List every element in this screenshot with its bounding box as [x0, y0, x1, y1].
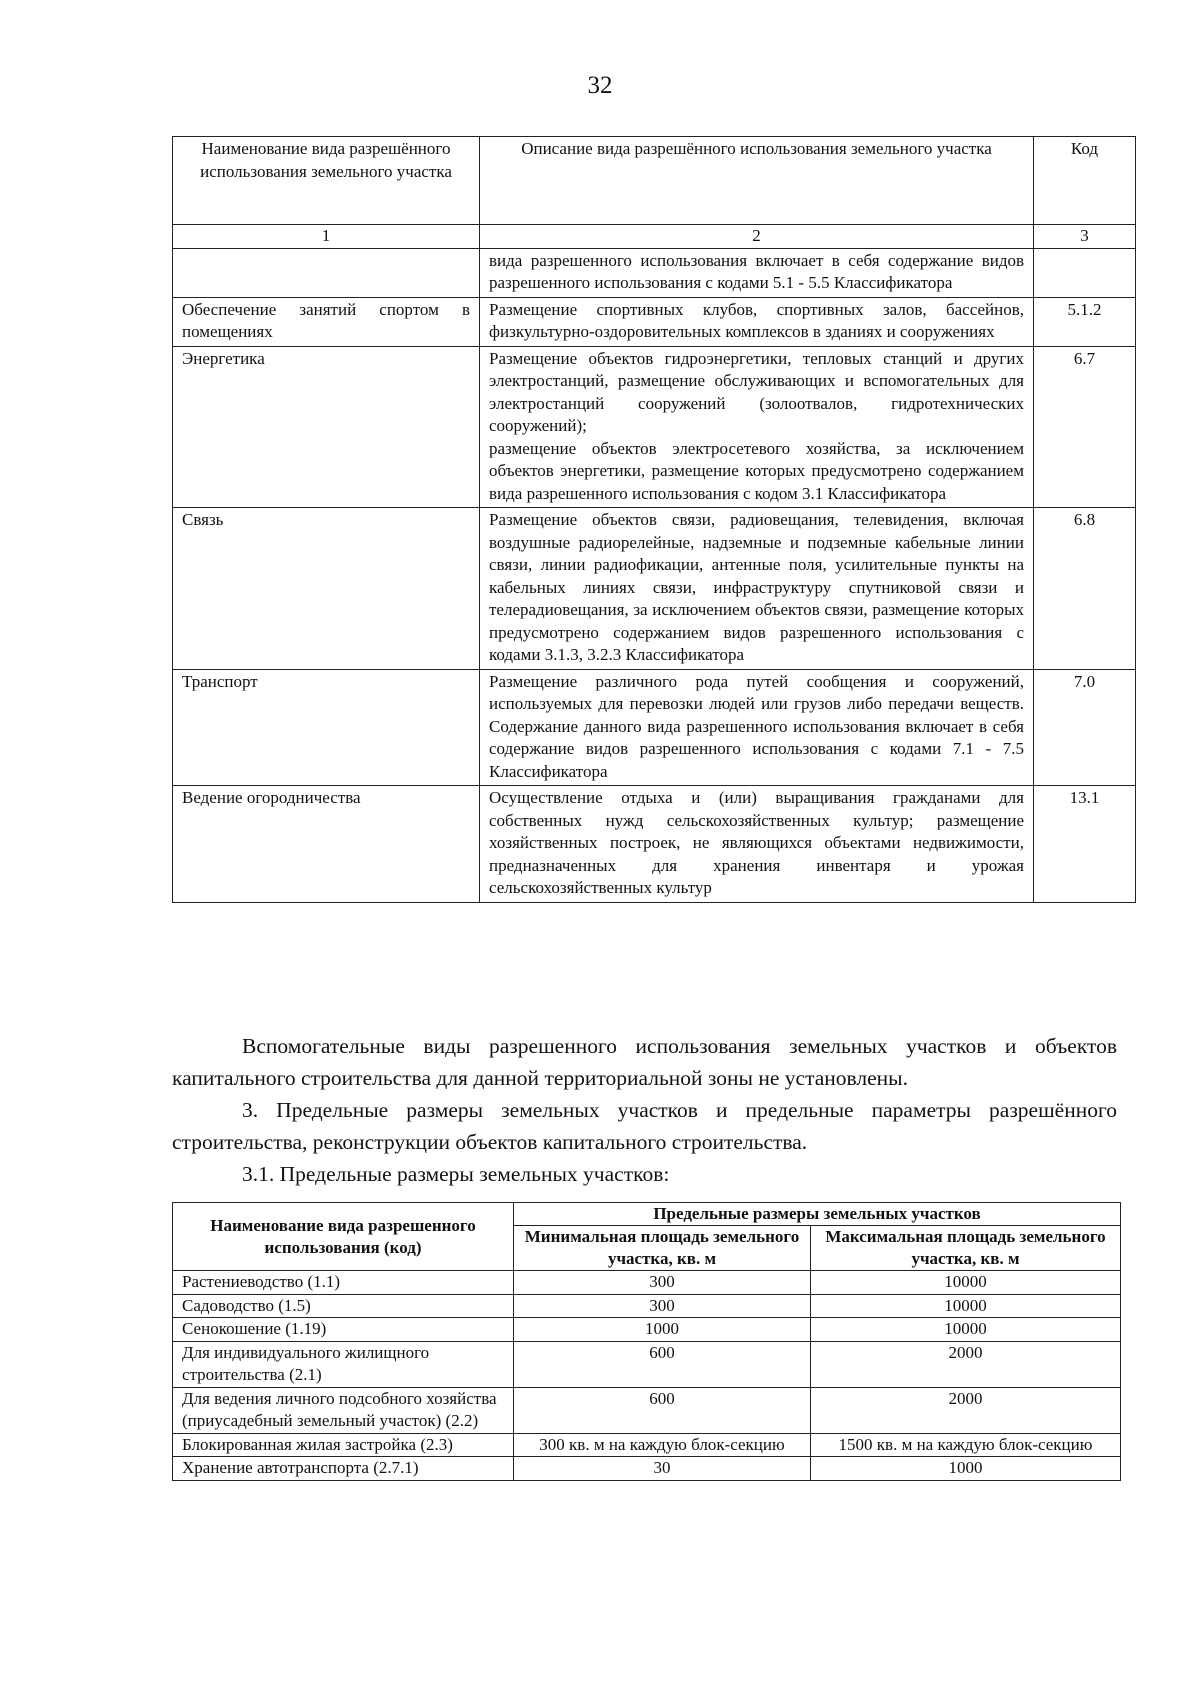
- max-area: 10000: [811, 1294, 1121, 1318]
- use-name: Связь: [173, 508, 480, 670]
- max-area: 2000: [811, 1341, 1121, 1387]
- column-number-row: [173, 225, 1136, 249]
- max-area: 1500 кв. м на каждую блок-секцию: [811, 1433, 1121, 1457]
- max-area: 1000: [811, 1457, 1121, 1481]
- use-name: Транспорт: [173, 669, 480, 786]
- use-description: Размещение спортивных клубов, спортивных залов, бассейнов, физкультурно-оздоровительных комплексов в зданиях и сооружениях: [480, 297, 1034, 346]
- header-max-area: Максимальная площадь земельного участка, кв. м: [811, 1226, 1121, 1271]
- use-description: Размещение различного рода путей сообщения и сооружений, используемых для перевозки людей или грузов либо передачи веществ. Содержание данного вида разрешенного использования включает в себя содержание видов разрешенного использования с кодами 7.1 - 7.5 Классификатора: [480, 669, 1034, 786]
- use-name: Садоводство (1.5): [173, 1294, 514, 1318]
- plot-size-limits-table: [172, 1202, 1121, 1481]
- use-description: Размещение объектов связи, радиовещания, телевидения, включая воздушные радиорелейные, надземные и подземные кабельные линии связи, линии радиофикации, антенные поля, усилительные пункты на кабельных линиях связи, инфраструктуру спутниковой связи и телерадиовещания, за исключением объектов связи, размещение которых предусмотрено содержанием видов разрешенного использования с кодами 3.1.3, 3.2.3 Классификатора: [480, 508, 1034, 670]
- use-code: 6.8: [1034, 508, 1136, 670]
- paragraph-text: Вспомогательные виды разрешенного использования земельных участков и объектов капитального строительства для данной территориальной зоны не установлены.: [172, 1034, 1117, 1090]
- table-row: [173, 1457, 1121, 1481]
- max-area: 2000: [811, 1387, 1121, 1433]
- use-code: 13.1: [1034, 786, 1136, 903]
- use-name: Растениеводство (1.1): [173, 1271, 514, 1295]
- use-name: Блокированная жилая застройка (2.3): [173, 1433, 514, 1457]
- paragraph-text: 3.1. Предельные размеры земельных участков:: [242, 1162, 670, 1186]
- table-row: [173, 1318, 1121, 1342]
- use-name: Обеспечение занятий спортом в помещениях: [173, 297, 480, 346]
- min-area: 1000: [514, 1318, 811, 1342]
- paragraph-text: 3. Предельные размеры земельных участков и предельные параметры разрешённого строительства, реконструкции объектов капитального строительства.: [172, 1098, 1117, 1154]
- table-row: [173, 1341, 1121, 1387]
- use-name: Ведение огородничества: [173, 786, 480, 903]
- use-description: вида разрешенного использования включает в себя содержание видов разрешенного использования с кодами 5.1 - 5.5 Классификатора: [480, 248, 1034, 297]
- header-use-name: Наименование вида разрешенного использования (код): [173, 1203, 514, 1271]
- column-number: 3: [1034, 225, 1136, 249]
- use-code: 7.0: [1034, 669, 1136, 786]
- use-description-part: Размещение объектов гидроэнергетики, тепловых станций и других электростанций, размещение обслуживающих и вспомогательных для электростанций сооружений (золоотвалов, гидротехнических сооружений);: [489, 348, 1024, 435]
- use-name: Сенокошение (1.19): [173, 1318, 514, 1342]
- table-row: [173, 1387, 1121, 1433]
- use-name: [173, 248, 480, 297]
- max-area: 10000: [811, 1318, 1121, 1342]
- permitted-use-table: [172, 136, 1136, 903]
- section-3-1-heading: [172, 1158, 1117, 1190]
- use-name: Для индивидуального жилищного строительства (2.1): [173, 1341, 514, 1387]
- use-code: 6.7: [1034, 346, 1136, 508]
- use-description: Осуществление отдыха и (или) выращивания гражданами для собственных нужд сельскохозяйственных культур; размещение хозяйственных построек, не являющихся объектами недвижимости, предназначенных для хранения инвентаря и урожая сельскохозяйственных культур: [480, 786, 1034, 903]
- min-area: 600: [514, 1341, 811, 1387]
- column-number: 1: [173, 225, 480, 249]
- table-row: [173, 297, 1136, 346]
- table-row: [173, 248, 1136, 297]
- section-3-paragraph: [172, 1094, 1117, 1158]
- table-row: [173, 669, 1136, 786]
- use-description: [480, 346, 1034, 508]
- use-description-part: размещение объектов электросетевого хозяйства, за исключением объектов энергетики, размещение которых предусмотрено содержанием вида разрешенного использования с кодом 3.1 Классификатора: [489, 438, 1024, 503]
- column-number: 2: [480, 225, 1034, 249]
- use-name: Для ведения личного подсобного хозяйства (приусадебный земельный участок) (2.2): [173, 1387, 514, 1433]
- max-area: 10000: [811, 1271, 1121, 1295]
- header-code: Код: [1034, 137, 1136, 225]
- min-area: 30: [514, 1457, 811, 1481]
- table-row: [173, 1271, 1121, 1295]
- table-row: [173, 346, 1136, 508]
- min-area: 600: [514, 1387, 811, 1433]
- use-name: Энергетика: [173, 346, 480, 508]
- table-row: [173, 786, 1136, 903]
- min-area: 300: [514, 1271, 811, 1295]
- use-code: [1034, 248, 1136, 297]
- auxiliary-uses-paragraph: [172, 1030, 1117, 1094]
- table-row: [173, 1294, 1121, 1318]
- header-use-description: Описание вида разрешённого использования земельного участка: [480, 137, 1034, 225]
- use-name: Хранение автотранспорта (2.7.1): [173, 1457, 514, 1481]
- header-use-name: Наименование вида разрешённого использования земельного участка: [173, 137, 480, 225]
- min-area: 300: [514, 1294, 811, 1318]
- min-area: 300 кв. м на каждую блок-секцию: [514, 1433, 811, 1457]
- table-row: [173, 508, 1136, 670]
- use-code: 5.1.2: [1034, 297, 1136, 346]
- table-header-row: [173, 1203, 1121, 1226]
- table-row: [173, 1433, 1121, 1457]
- header-min-area: Минимальная площадь земельного участка, кв. м: [514, 1226, 811, 1271]
- page-number: 32: [587, 72, 613, 99]
- table-header-row: [173, 137, 1136, 225]
- header-size-limits: Предельные размеры земельных участков: [514, 1203, 1121, 1226]
